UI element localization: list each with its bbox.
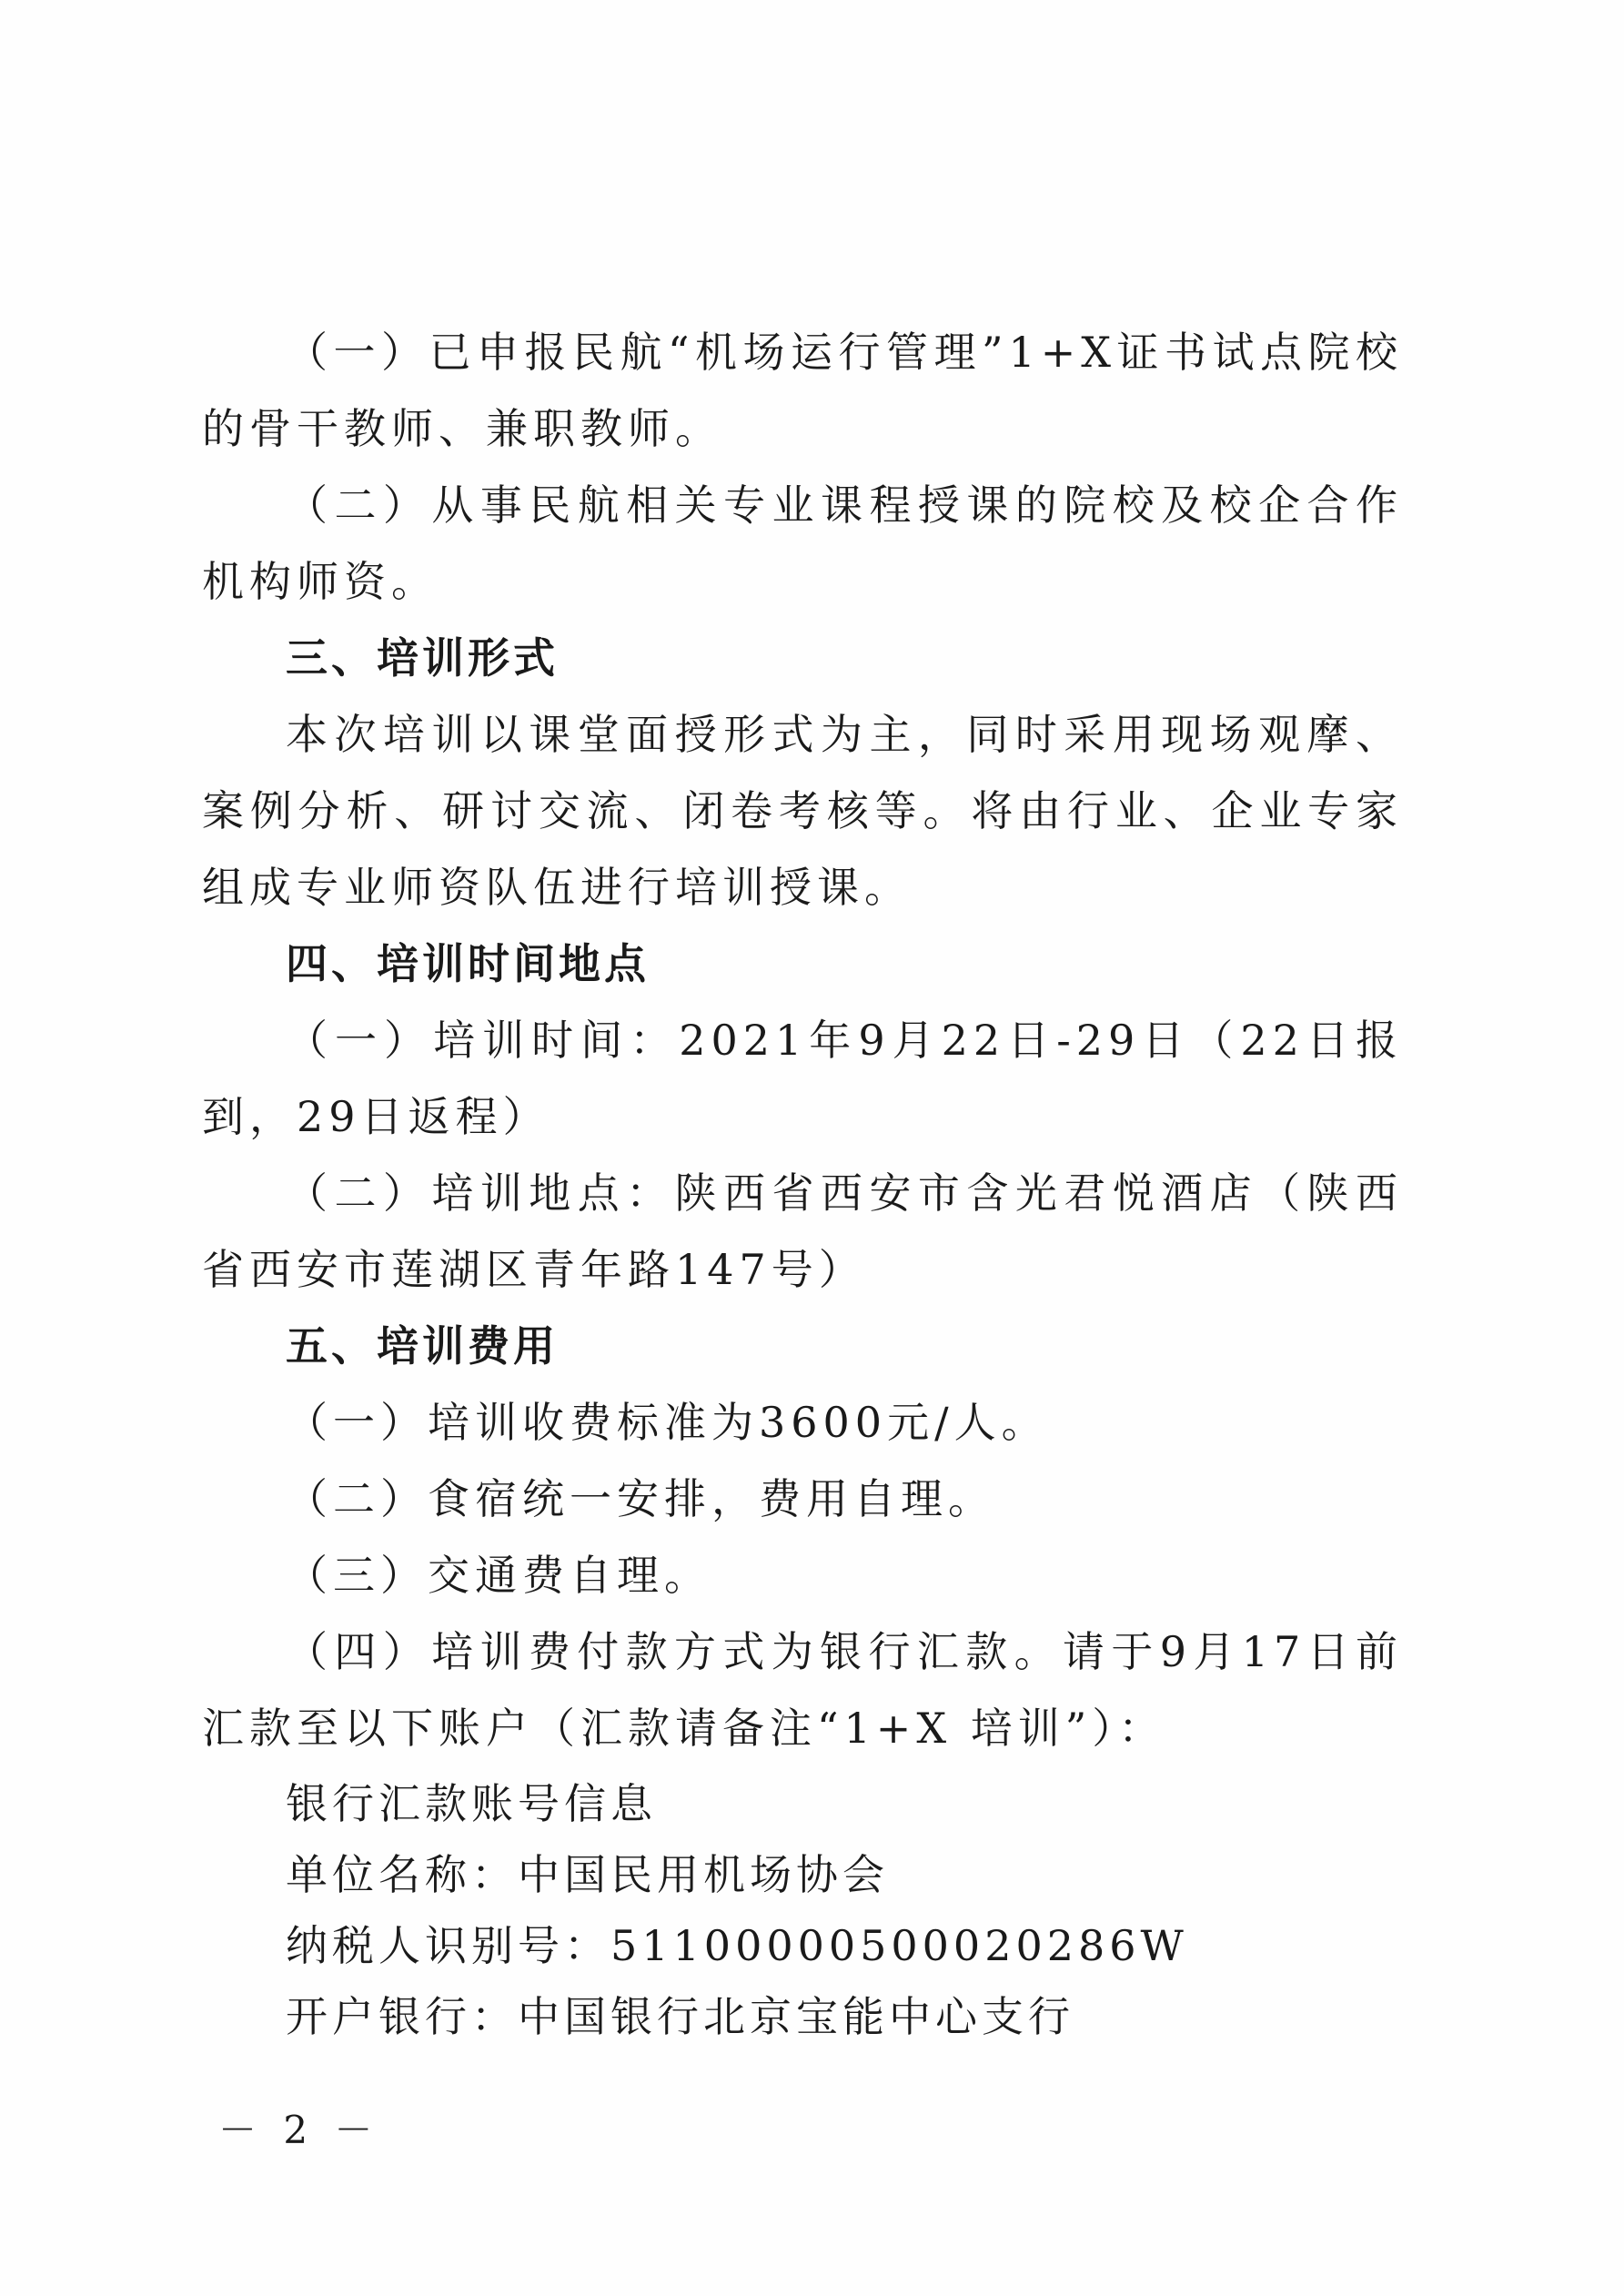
paragraph-training-format: 本次培训以课堂面授形式为主，同时采用现场观摩、案例分析、研讨交流、闭卷考核等。将由行业、企业专家组成专业师资队伍进行培训授课。 [202, 710, 1403, 912]
paragraph-training-time: （一）培训时间：2021年9月22日-29日（22日报到，29日返程） [202, 1016, 1403, 1141]
paragraph-2-2: （二）从事民航相关专业课程授课的院校及校企合作机构师资。 [202, 480, 1403, 606]
paragraph-payment-method: （四）培训费付款方式为银行汇款。请于9月17日前汇款至以下账户（汇款请备注“1+X 培训”）： [202, 1627, 1403, 1753]
bank-info-tax-id: 纳税人识别号：51100000500020286W [286, 1921, 1188, 1970]
paragraph-training-place: （二）培训地点：陕西省西安市含光君悦酒店（陕西省西安市莲湖区青年路147号） [202, 1168, 1403, 1294]
bank-info-unit: 单位名称：中国民用机场协会 [286, 1850, 889, 1899]
paragraph-accommodation: （二）食宿统一安排，费用自理。 [286, 1474, 995, 1523]
paragraph-transport: （三）交通费自理。 [286, 1551, 711, 1600]
document-body [202, 314, 1403, 2052]
heading-training-format: 三、培训形式 [286, 633, 559, 683]
bank-info-block [202, 1768, 1403, 2052]
page-number: － 2 － [218, 2108, 380, 2152]
paragraph-2-1: （一）已申报民航“机场运行管理”1+X证书试点院校的骨干教师、兼职教师。 [202, 328, 1403, 453]
heading-training-time-place: 四、培训时间地点 [286, 939, 650, 988]
heading-training-fees: 五、培训费用 [286, 1321, 559, 1371]
bank-info-bank: 开户银行：中国银行北京宝能中心支行 [286, 1992, 1074, 2041]
bank-info-title: 银行汇款账号信息 [286, 1779, 657, 1828]
paragraph-fee-standard: （一）培训收费标准为3600元/人。 [286, 1398, 1049, 1447]
